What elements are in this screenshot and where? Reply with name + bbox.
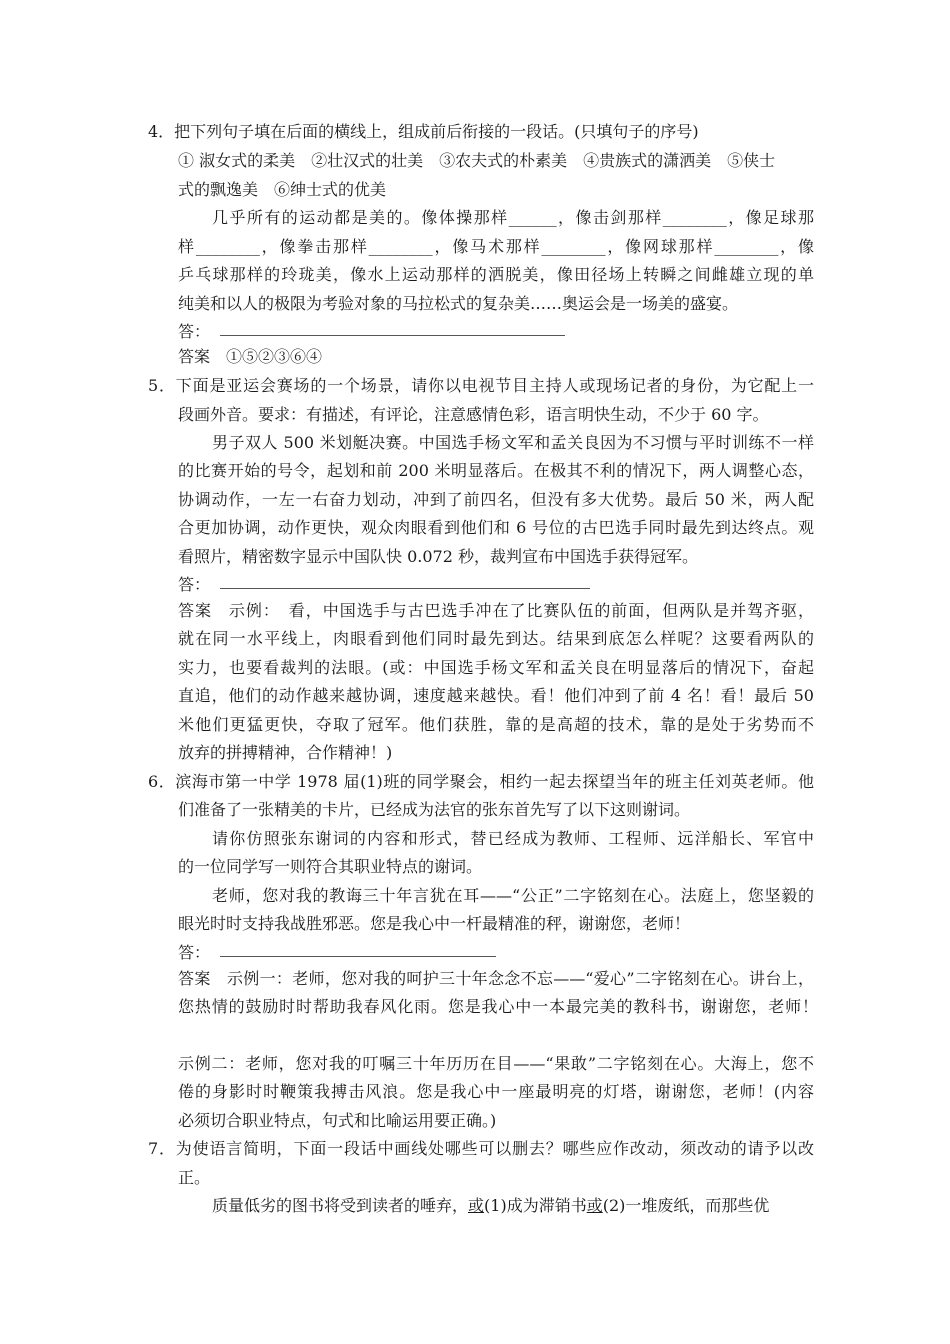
q5-answer-key-line: 直追，他们的动作越来越协调，速度越来越快。看！他们冲到了前 4 名！看！最后 50 — [178, 686, 814, 705]
q7-stem-line: 正。 — [178, 1168, 211, 1187]
q5-passage-line: 看照片，精密数字显示中国队快 0.072 秒，裁判宣布中国选手获得冠军。 — [178, 547, 698, 566]
q4-answer-key: 答案 ①⑤②③⑥④ — [178, 347, 323, 366]
q5-stem-line: 段画外音。要求：有描述，有评论，注意感情色彩，语言明快生动，不少于 60 字。 — [178, 405, 769, 424]
q4-passage-line: 乒乓球那样的玲珑美，像水上运动那样的洒脱美，像田径场上转瞬之间雌雄立现的单 — [178, 265, 814, 284]
q5-passage-line: 的比赛开始的号令，起划和前 200 米明显落后。在极其不利的情况下，两人调整心态， — [178, 461, 814, 480]
q5-answer-key-line: 实力，也要看裁判的法眼。(或：中国选手杨文军和孟关良在明显落后的情况下，奋起 — [178, 658, 814, 677]
q6-instruction-line: 的一位同学写一则符合其职业特点的谢词。 — [178, 857, 483, 876]
q7-passage-text: (1)成为滞销书 — [484, 1196, 587, 1215]
q4-stem: 4．把下列句子填在后面的横线上，组成前后衔接的一段话。(只填句子的序号) — [148, 122, 699, 141]
q7-underlined-word: 或 — [468, 1196, 485, 1215]
q7-passage-line — [212, 1195, 769, 1217]
q5-answer-key-line: 答案 示例： 看，中国选手与古巴选手冲在了比赛队伍的前面，但两队是并驾齐驱， — [178, 601, 814, 620]
q6-stem-line: 6．滨海市第一中学 1978 届(1)班的同学聚会，相约一起去探望当年的班主任刘英老师。他 — [148, 772, 814, 791]
q4-answer-line — [220, 335, 565, 336]
q5-answer-key-line: 就在同一水平线上，肉眼看到他们同时最先到达。结果到底怎么样呢？这要看两队的 — [178, 629, 814, 648]
q6-answer-key-line: 您热情的鼓励时时帮助我春风化雨。您是我心中一本最完美的教科书，谢谢您，老师！ — [178, 997, 818, 1016]
q4-options-line: ① 淑女式的柔美 ②壮汉式的壮美 ③农夫式的朴素美 ④贵族式的潇洒美 ⑤侠士 — [178, 151, 776, 170]
q5-answer-key-line: 放弃的拼搏精神，合作精神！) — [178, 743, 393, 762]
q7-underlined-word: 或 — [586, 1196, 603, 1215]
q6-answer-key-line: 倦的身影时时鞭策我搏击风浪。您是我心中一座最明亮的灯塔，谢谢您，老师！(内容 — [178, 1082, 814, 1101]
q6-stem-line: 们准备了一张精美的卡片，已经成为法官的张东首先写了以下这则谢词。 — [178, 800, 691, 819]
q5-passage-line: 合更加协调，动作更快，观众肉眼看到他们和 6 号位的古巴选手同时最先到达终点。观 — [178, 518, 814, 537]
q6-answer-line — [220, 956, 496, 957]
q4-answer-label: 答： — [178, 322, 211, 341]
q7-stem-line: 7．为使语言简明，下面一段话中画线处哪些可以删去？哪些应作改动，须改动的请予以改 — [148, 1139, 814, 1158]
q5-passage-line: 男子双人 500 米划艇决赛。中国选手杨文军和孟关良因为不习惯与平时训练不一样 — [212, 433, 814, 452]
q4-passage-line: 几乎所有的运动都是美的。像体操那样______，像击剑那样________，像足球那 — [212, 208, 814, 227]
q6-answer-key-line: 必须切合职业特点，句式和比喻运用要正确。) — [178, 1111, 497, 1130]
q6-answer-label: 答： — [178, 943, 211, 962]
q4-options-line: 式的飘逸美 ⑥绅士式的优美 — [178, 180, 387, 199]
q7-passage-text: 质量低劣的图书将受到读者的唾弃， — [212, 1196, 469, 1215]
q6-sample-line: 老师，您对我的教诲三十年言犹在耳——“公正”二字铭刻在心。法庭上，您坚毅的 — [212, 886, 814, 905]
q6-sample-line: 眼光时时支持我战胜邪恶。您是我心中一杆最精准的秤，谢谢您，老师！ — [178, 914, 691, 933]
q5-answer-key-line: 米他们更猛更快，夺取了冠军。他们获胜，靠的是高超的技术，靠的是处于劣势而不 — [178, 715, 814, 734]
q4-passage-line: 样________，像拳击那样________，像马术那样________，像网球那样________，像 — [178, 237, 814, 256]
q5-answer-line — [220, 588, 590, 589]
q6-answer-key-line: 示例二：老师，您对我的叮嘱三十年历历在目——“果敢”二字铭刻在心。大海上，您不 — [178, 1054, 814, 1073]
q4-passage-line: 纯美和以人的极限为考验对象的马拉松式的复杂美……奥运会是一场美的盛宴。 — [178, 294, 739, 313]
q6-answer-key-line: 答案 示例一：老师，您对我的呵护三十年念念不忘——“爱心”二字铭刻在心。讲台上， — [178, 969, 814, 988]
q7-passage-text: (2)一堆废纸，而那些优 — [602, 1196, 770, 1215]
q5-stem-line: 5．下面是亚运会赛场的一个场景，请你以电视节目主持人或现场记者的身份，为它配上一 — [148, 376, 814, 395]
q5-answer-label: 答： — [178, 575, 211, 594]
q6-instruction-line: 请你仿照张东谢词的内容和形式，替已经成为教师、工程师、远洋船长、军官中 — [212, 829, 814, 848]
q5-passage-line: 协调动作，一左一右奋力划动，冲到了前四名，但没有多大优势。最后 50 米，两人配 — [178, 490, 814, 509]
